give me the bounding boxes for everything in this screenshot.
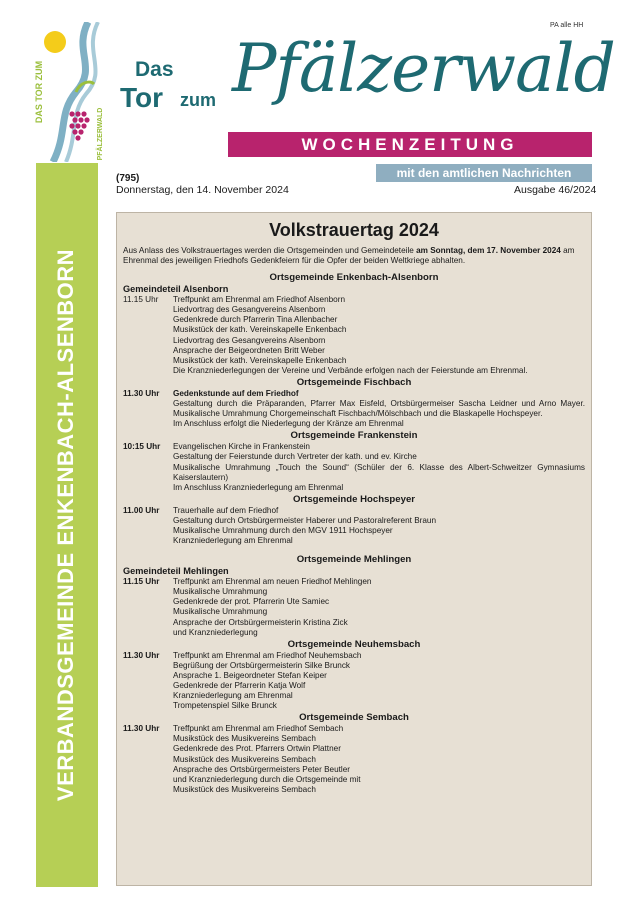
svg-text:PFÄLZERWALD: PFÄLZERWALD (97, 107, 104, 161)
list-item: Gedenkrede durch Pfarrerin Tina Allenbacher (173, 315, 338, 325)
title-das: Das (135, 58, 174, 81)
nachrichten-banner (376, 164, 592, 182)
section-heading-hochspeyer: Ortsgemeinde Hochspeyer (292, 493, 416, 505)
list-item: Gedenkrede der prot. Pfarrerin Ute Samiec (173, 597, 330, 607)
schedule-block-mehlingen (123, 577, 585, 638)
publication-logo (28, 22, 108, 162)
list-item: Treffpunkt am Ehrenmal am Friedhof Alsenborn (173, 295, 346, 305)
distribution-note: PA alle HH (550, 22, 584, 29)
section-heading-fischbach: Ortsgemeinde Fischbach (296, 376, 412, 388)
schedule-block-sembach (123, 724, 585, 795)
list-item: Musikstück des Musikvereins Sembach (173, 754, 316, 764)
list-item: Begrüßung der Ortsbürgermeisterin Silke Brunck (173, 660, 351, 670)
nachrichten-label: mit den amtlichen Nachrichten (396, 166, 572, 180)
event-time: 11.15 Uhr (123, 577, 160, 587)
event-time: 10:15 Uhr (123, 442, 161, 452)
schedule-block-neuhemsbach (123, 651, 585, 712)
schedule-block-frankenstein (123, 442, 585, 492)
list-item: Gestaltung durch die Präparanden, Pfarrer Max Eisfeld, Ortsbürgermeiser Sascha Leidner und Arno Mayer. Musikalische Umrahmung Chorgemeinschaft Fischbach/Mölschbach und die Blaskapelle Hochspeyer. (173, 399, 585, 419)
list-item: Ansprache des Ortsbürgermeisters Peter Beutler (173, 764, 351, 774)
list-item: Ansprache der Ortsbürgermeisterin Kristina Zick (173, 617, 348, 627)
schedule-block-hochspeyer (123, 506, 585, 546)
schedule-block-fischbach (123, 389, 585, 429)
list-item: Kranzniederlegung am Ehrenmal (173, 536, 293, 546)
article-title: Volkstrauertag 2024 (269, 220, 439, 240)
wochenzeitung-label: WOCHENZEITUNG (301, 134, 519, 154)
list-item: und Kranzniederlegung durch die Ortsgemeinde mit (173, 774, 361, 784)
issue-date: Donnerstag, den 14. November 2024 (116, 184, 289, 196)
list-item: Gestaltung durch Ortsbürgermeister Haberer und Pastoralreferent Braun (173, 515, 437, 525)
article-intro: Aus Anlass des Volkstrauertages werden die Ortsgemeinden und Gemeindeteile am Sonntag, dem 17. November 2024 am Ehrenmal des jeweiligen Friedhofs Gedenkfeiern für die Opfer der beiden Weltkriege abhalten. (123, 246, 575, 266)
list-item: Musikalische Umrahmung „Touch the Sound“ (Schüler der 6. Klasse des Albert-Schweitzer Gymnasiums Kaiserslautern) (173, 462, 585, 482)
issue-number: (795) (116, 173, 140, 184)
sidebar-title: VERBANDSGEMEINDE ENKENBACH-ALSENBORN (53, 248, 78, 802)
list-item: Die Kranzniederlegungen der Vereine und Verbände erfolgen nach der Feierstunde am Ehrenmal. (173, 365, 528, 375)
list-item: Musikalische Umrahmung (173, 587, 268, 597)
subheading-mehlingen: Gemeindeteil Mehlingen (123, 566, 229, 577)
list-item: Gestaltung der Feierstunde durch Vertreter der kath. und ev. Kirche (173, 452, 417, 462)
event-time: 11.30 Uhr (123, 724, 160, 734)
list-item: Musikstück der kath. Vereinskapelle Enkenbach (173, 325, 347, 335)
list-item: Trauerhalle auf dem Friedhof (173, 505, 279, 515)
section-heading-neuhemsbach: Ortsgemeinde Neuhemsbach (287, 638, 421, 650)
list-item: Evangelischen Kirche in Frankenstein (173, 442, 310, 452)
list-item: Im Anschluss Kranzniederlegung am Ehrenmal (173, 482, 344, 492)
issue-ausgabe: Ausgabe 46/2024 (514, 184, 597, 196)
list-item: Kranzniederlegung am Ehrenmal (173, 691, 293, 701)
list-item: Treffpunkt am Ehrenmal am Friedhof Neuhemsbach (173, 650, 362, 660)
schedule-block-alsenborn (123, 295, 585, 376)
list-item: Im Anschluss erfolgt die Niederlegung der Kränze am Ehrenmal (173, 419, 404, 429)
list-item: und Kranzniederlegung (173, 627, 258, 637)
title-zum: zum (180, 90, 216, 110)
event-time: 11.00 Uhr (123, 505, 160, 515)
list-item: Musikalische Umrahmung durch den MGV 1911 Hochspeyer (173, 525, 393, 535)
sun-icon (44, 31, 66, 53)
event-time: 11.15 Uhr (123, 295, 159, 305)
list-item: Gedenkrede des Prot. Pfarrers Ortwin Plattner (173, 744, 341, 754)
list-item: Musikstück des Musikvereins Sembach (173, 784, 316, 794)
event-time: 11.30 Uhr (123, 650, 160, 660)
list-item: Treffpunkt am Ehrenmal am neuen Friedhof Mehlingen (173, 577, 372, 587)
list-item: Musikstück der kath. Vereinskapelle Enkenbach (173, 355, 347, 365)
list-item: Ansprache der Beigeordneten Britt Weber (173, 345, 325, 355)
section-heading-frankenstein: Ortsgemeinde Frankenstein (290, 430, 418, 442)
title-pfaelzerwald: Pfälzerwald (232, 30, 615, 107)
title-tor: Tor (120, 82, 164, 113)
list-item: Trompetenspiel Silke Brunck (173, 701, 277, 711)
list-item: Liedvortrag des Gesangvereins Alsenborn (173, 305, 326, 315)
list-item: Ansprache 1. Beigeordneter Stefan Keiper (173, 670, 327, 680)
list-item: Liedvortrag des Gesangvereins Alsenborn (173, 335, 326, 345)
list-item: Musikstück des Musikvereins Sembach (173, 734, 316, 744)
list-item: Treffpunkt am Ehrenmal am Friedhof Sembach (173, 724, 344, 734)
wochenzeitung-banner (228, 132, 592, 157)
list-item: Gedenkstunde auf dem Friedhof (173, 388, 299, 398)
list-item: Gedenkrede der Pfarrerin Katja Wolf (173, 681, 306, 690)
list-item: Musikalische Umrahmung (173, 607, 268, 617)
svg-text:DAS TOR ZUM: DAS TOR ZUM (34, 60, 44, 124)
event-time: 11.30 Uhr (123, 388, 160, 398)
article-box (116, 212, 592, 886)
section-heading-sembach: Ortsgemeinde Sembach (299, 712, 409, 724)
section-heading-enkenbach: Ortsgemeinde Enkenbach-Alsenborn (269, 272, 439, 284)
subheading-alsenborn: Gemeindeteil Alsenborn (123, 284, 229, 295)
section-heading-mehlingen: Ortsgemeinde Mehlingen (296, 554, 412, 566)
